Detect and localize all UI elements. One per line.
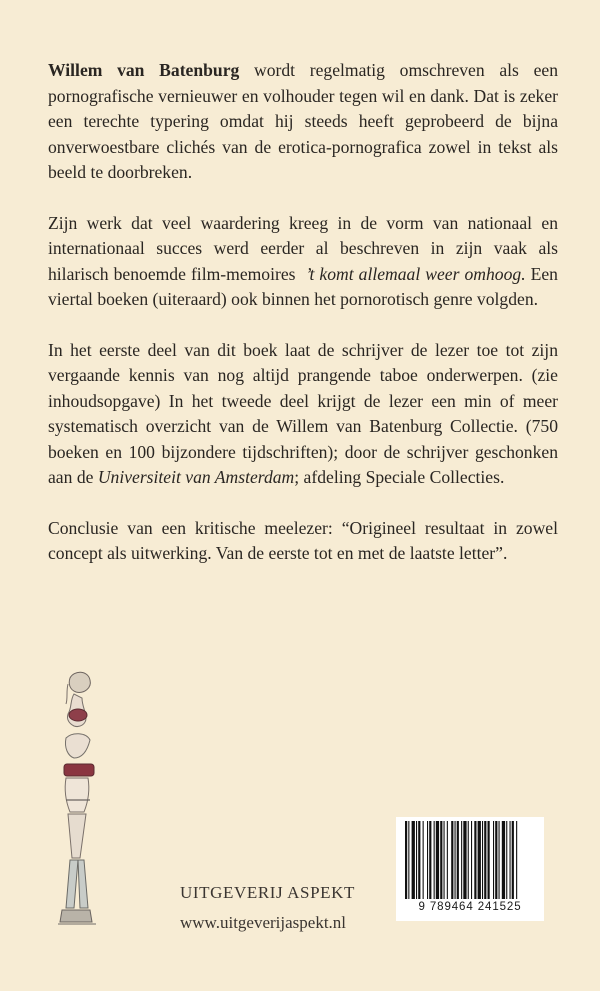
barcode-bar <box>444 821 445 899</box>
paragraph-text: Conclusie van een kritische meelezer: “Origineel resultaat in zowel concept als uitwerking. Van de eerste tot en met de laatste letter”. <box>48 517 558 563</box>
barcode-bar <box>405 821 407 899</box>
paragraph-author-intro <box>48 58 558 186</box>
paragraph-conclusion <box>48 516 558 567</box>
barcode-bar <box>461 821 462 899</box>
barcode-bar <box>463 821 466 899</box>
paragraph-book-contents <box>48 338 558 491</box>
paragraph-text: Zijn werk dat veel waardering kreeg in de vorm van nationaal en internationaal succes werd eerder al beschreven in zijn vaak als hilarisch benoemde film-memoires <box>48 212 563 284</box>
barcode-bar <box>440 821 442 899</box>
barcode-bar <box>471 821 472 899</box>
barcode-bar <box>474 821 476 899</box>
barcode-bar <box>510 821 511 899</box>
back-cover-blurb <box>48 58 563 592</box>
university-name: Universiteit van Amsterdam <box>97 467 295 487</box>
isbn-barcode <box>396 817 544 921</box>
barcode-bar <box>457 821 459 899</box>
barcode-bar <box>423 821 424 899</box>
barcode-bar <box>436 821 439 899</box>
barcode-bar <box>478 821 481 899</box>
barcode-bar <box>512 821 514 899</box>
barcode-bar <box>484 821 486 899</box>
barcode-bar <box>416 821 417 899</box>
barcode-bar <box>447 821 448 899</box>
barcode-bar <box>427 821 428 899</box>
barcode-bar <box>493 821 494 899</box>
barcode-bar <box>499 821 500 899</box>
barcode-bar <box>468 821 469 899</box>
barcode-bar <box>451 821 453 899</box>
author-name: Willem van Batenburg <box>48 60 240 80</box>
barcode-bar <box>408 821 409 899</box>
barcode-bar <box>495 821 497 899</box>
barcode-bar <box>502 821 505 899</box>
memoir-title: ’t komt allemaal weer omhoog. <box>305 263 526 284</box>
barcode-bar <box>482 821 483 899</box>
figure-illustration <box>44 668 106 930</box>
barcode-bar <box>434 821 435 899</box>
barcode-bar <box>506 821 507 899</box>
paragraph-text: wordt regelmatig omschreven als een pornografische vernieuwer en volhouder tegen wil en dank. Dat is zeker een terechte typering omdat hij steeds heeft geprobeerd de bijna onverwoestbare clichés van de erotica-pornografica zowel in tekst als beeld te doorbreken. <box>48 60 558 182</box>
paragraph-previous-work <box>48 211 563 313</box>
paragraph-text: Een viertal boeken (uiteraard) ook binnen het pornorotisch genre volgden. <box>48 263 558 309</box>
paragraph-text: In het eerste deel van dit boek laat de schrijver de lezer toe tot zijn vergaande kennis van nog altijd prangende taboe onderwerpen. (zie inhoudsopgave) In het tweede deel krijgt de lezer een min of meer systematisch overzicht van de Willem van Batenburg Collectie. (750 boeken en 100 bijzondere tijdschriften); door de schrijver geschonken aan de <box>48 339 558 487</box>
barcode-bars <box>399 821 541 899</box>
publisher-block <box>180 878 390 938</box>
publisher-name: UITGEVERIJ ASPEKT <box>180 883 356 902</box>
publisher-website[interactable]: www.uitgeverijaspekt.nl <box>180 913 347 932</box>
barcode-bar <box>488 821 490 899</box>
barcode-bar <box>455 821 456 899</box>
paragraph-text: ; afdeling Speciale Collecties. <box>294 467 505 487</box>
barcode-bar <box>412 821 415 899</box>
isbn-number: 9 789464 241525 <box>418 901 522 913</box>
barcode-bar <box>429 821 431 899</box>
barcode-bar <box>516 821 517 899</box>
barcode-bar <box>418 821 420 899</box>
